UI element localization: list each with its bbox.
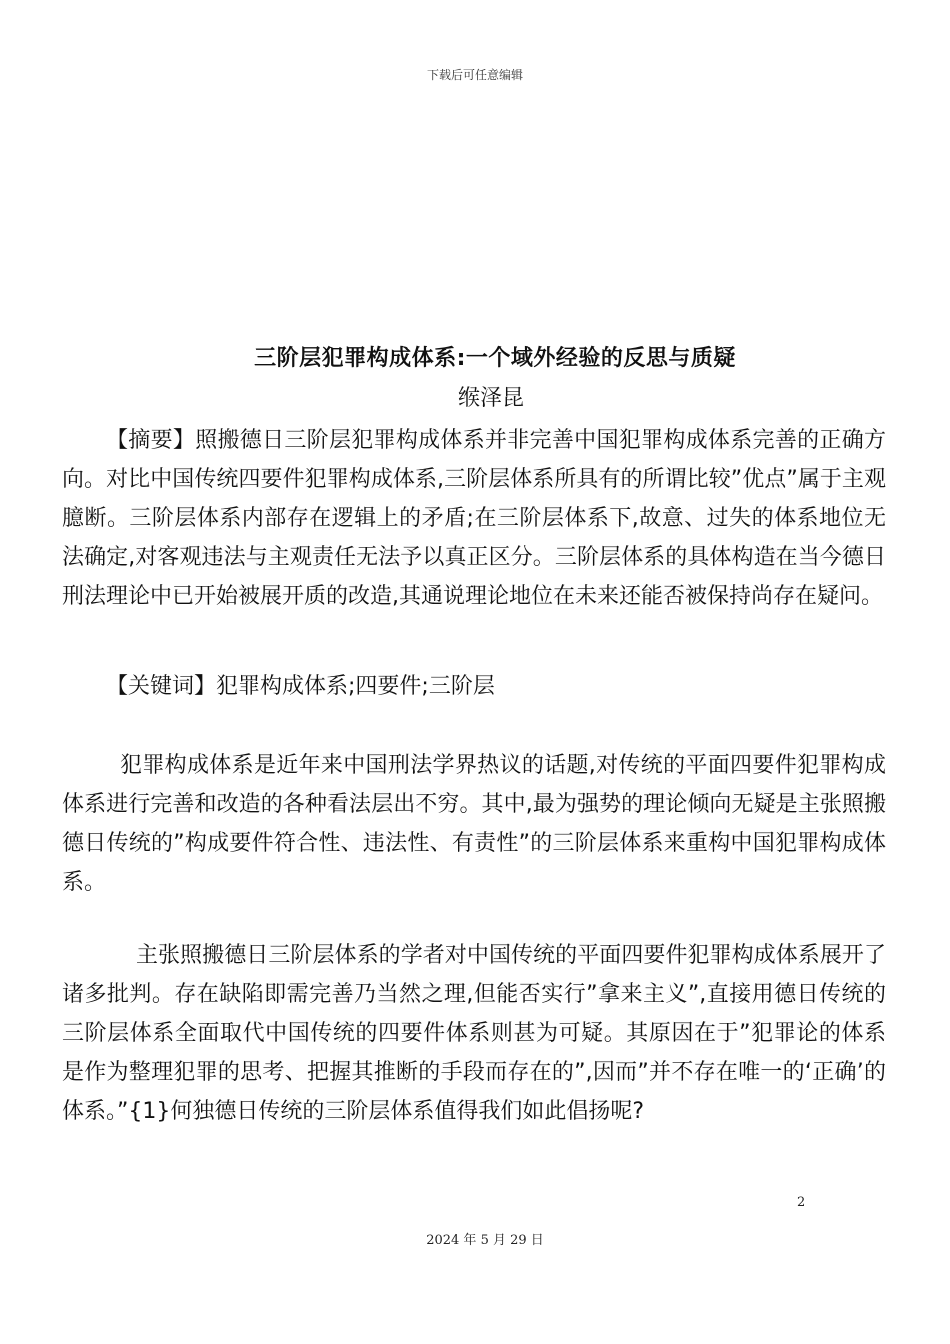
keywords-section [62,667,886,706]
abstract-label: 【摘要】 [106,428,196,453]
footer-date: 2024 年 5 月 29 日 [426,1233,544,1248]
header-note: 下载后可任意编辑 [426,68,523,82]
body-paragraph-2 [62,936,886,1131]
page-number: 2 [797,1195,806,1210]
document-title: 三阶层犯罪构成体系:一个域外经验的反思与质疑 [254,346,736,371]
abstract-paragraph [62,421,886,616]
body-paragraph-1 [62,746,886,902]
document-author: 缑泽昆 [457,386,524,411]
keywords-text: 犯罪构成体系;四要件;三阶层 [216,674,495,699]
keywords-label: 【关键词】 [106,674,217,699]
paragraph-text: 犯罪构成体系是近年来中国刑法学界热议的话题,对传统的平面四要件犯罪构成体系进行完善和改造的各种看法层出不穷。其中,最为强势的理论倾向无疑是主张照搬德日传统的”构成要件符合性、违法性、有责性”的三阶层体系来重构中国犯罪构成体系。 [62,753,886,895]
paragraph-text: 主张照搬德日三阶层体系的学者对中国传统的平面四要件犯罪构成体系展开了诸多批判。存在缺陷即需完善乃当然之理,但能否实行”拿来主义”,直接用德日传统的三阶层体系全面取代中国传统的四要件体系则甚为可疑。其原因在于”犯罪论的体系是作为整理犯罪的思考、把握其推断的手段而存在的”,因而”并不存在唯一的‘正确’的体系。”{1}何独德日传统的三阶层体系值得我们如此倡扬呢? [62,943,886,1124]
keywords-paragraph [62,667,886,706]
abstract-section [62,421,886,616]
abstract-text: 照搬德日三阶层犯罪构成体系并非完善中国犯罪构成体系完善的正确方向。对比中国传统四要件犯罪构成体系,三阶层体系所具有的所谓比较”优点”属于主观臆断。三阶层体系内部存在逻辑上的矛盾;在三阶层体系下,故意、过失的体系地位无法确定,对客观违法与主观责任无法予以真正区分。三阶层体系的具体构造在当今德日刑法理论中已开始被展开质的改造,其通说理论地位在未来还能否被保持尚存在疑问。 [62,428,886,609]
